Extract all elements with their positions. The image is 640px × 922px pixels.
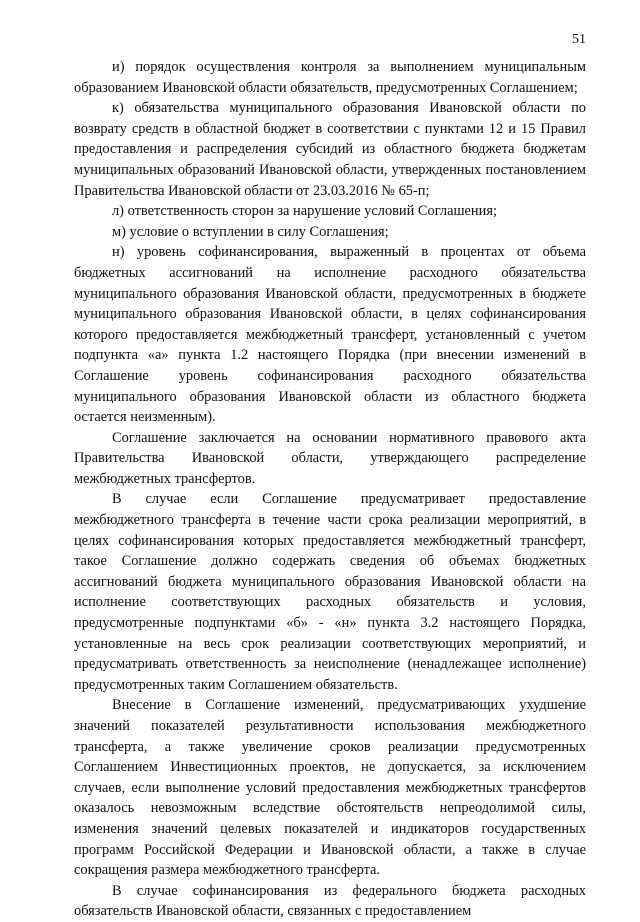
paragraph-item-n: н) уровень софинансирования, выраженный в процентах от объема бюджетных ассигнований на исполнение расходного обязательства муниципального образования Ивановской области, предусмотренных в бюджете муниципального образования Ивановской области, в целях софинансирования которого предоставляется межбюджетный трансферт, установленный с учетом подпункта «а» пункта 1.2 настоящего Порядка (при внесении изменений в Соглашение уровень софинансирования расходного обязательства муниципального образования Ивановской области из областного бюджета остается неизменным). (74, 244, 586, 426)
paragraph-amendments: Внесение в Соглашение изменений, предусматривающих ухудшение значений показателей результативности использования межбюджетного трансферта, а также увеличение сроков реализации предусмотренных Соглашением Инвестиционных проектов, не допускается, за исключением случаев, если выполнение условий предоставления межбюджетных трансфертов оказалось невозможным вследствие обстоятельств непреодолимой силы, изменения значений целевых показателей и индикаторов государственных программ Российской Федерации и Ивановской области, а также в случае сокращения размера межбюджетного трансферта. (74, 697, 586, 879)
paragraph-item-k: к) обязательства муниципального образования Ивановской области по возврату средств в областной бюджет в соответствии с пунктами 12 и 15 Правил предоставления и распределения субсидий из областного бюджета бюджетам муниципальных образований Ивановской области, утвержденных постановлением Правительства Ивановской области от 23.03.2016 № 65-п; (74, 100, 586, 199)
paragraph-item-l: л) ответственность сторон за нарушение условий Соглашения; (112, 203, 497, 220)
paragraph-item-m: м) условие о вступлении в силу Соглашения; (112, 223, 389, 240)
document-body (74, 57, 586, 922)
paragraph-item-i: и) порядок осуществления контроля за выполнением муниципальным образованием Ивановской области обязательств, предусмотренных Соглашением; (74, 59, 586, 96)
page-number: 51 (572, 32, 586, 47)
paragraph-agreement-basis: Соглашение заключается на основании нормативного правового акта Правительства Ивановской области, утверждающего распределение межбюджетных трансфертов. (74, 429, 586, 487)
paragraph-partial-term: В случае если Соглашение предусматривает предоставление межбюджетного трансферта в течение части срока реализации мероприятий, в целях софинансирования которых предоставляется межбюджетный трансферт, такое Соглашение должно содержать сведения об объемах бюджетных ассигнований бюджета муниципального образования Ивановской области на исполнение соответствующих расходных обязательств и условия, предусмотренные подпунктами «б» - «н» пункта 3.2 настоящего Порядка, установленные на весь срок реализации соответствующих мероприятий, и предусматривать ответственность за неисполнение (ненадлежащее исполнение) предусмотренных таким Соглашением обязательств. (74, 491, 586, 693)
paragraph-federal-cofinancing: В случае софинансирования из федерального бюджета расходных обязательств Ивановской области, связанных с предоставлением (74, 882, 586, 920)
